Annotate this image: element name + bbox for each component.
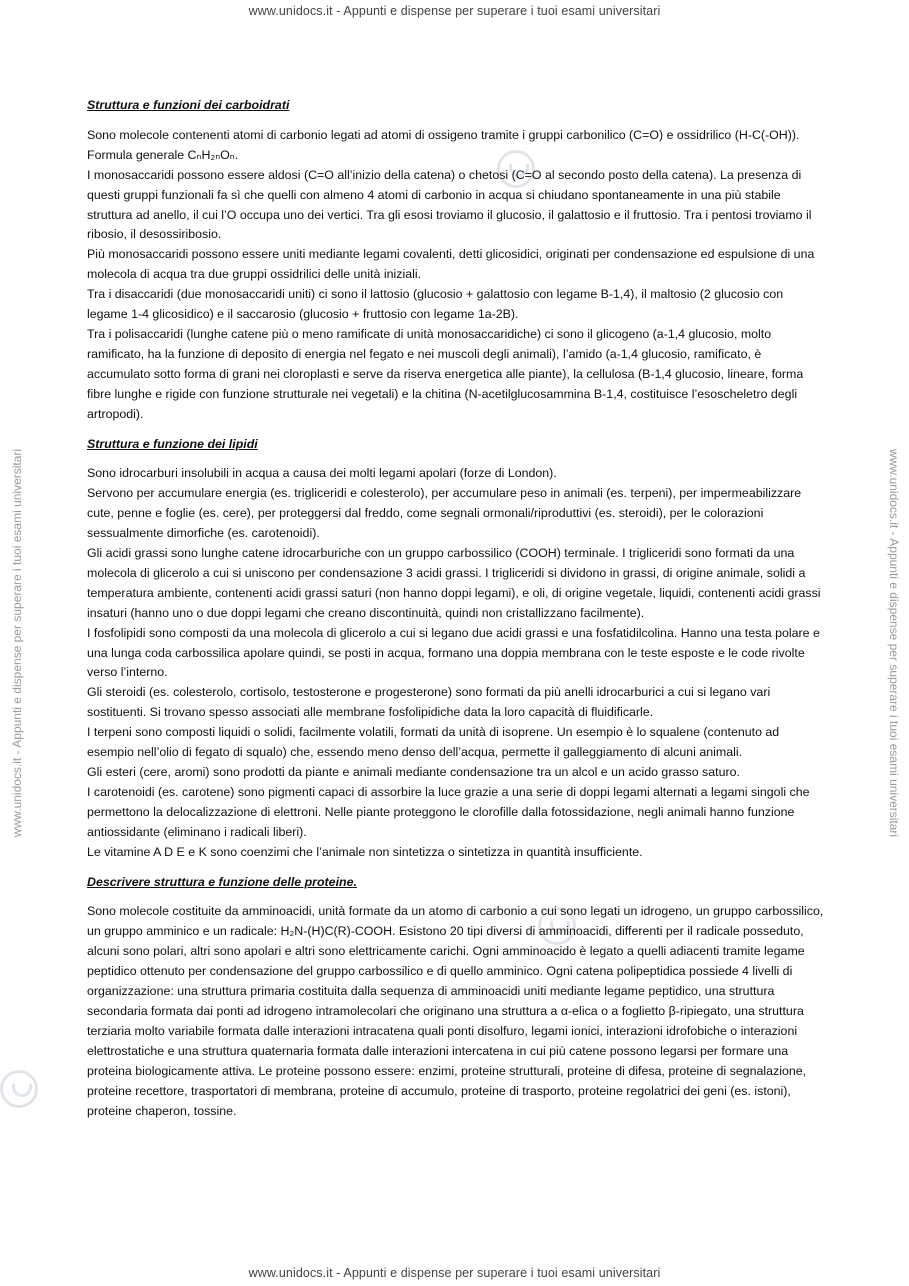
paragraph: Più monosaccaridi possono essere uniti mediante legami covalenti, detti glicosidici, originati per condensazione ed espulsione di una molecola di acqua tra due gruppi ossidrilici delle unità iniziali. (87, 247, 815, 282)
paragraph: Le vitamine A D E e K sono coenzimi che l’animale non sintetizza o sintetizza in quantità insufficiente. (87, 844, 643, 859)
footer-banner: www.unidocs.it - Appunti e dispense per superare i tuoi esami universitari (248, 1266, 661, 1280)
document-body (87, 96, 827, 1121)
section-heading-proteins: Descrivere struttura e funzione delle proteine. (87, 874, 357, 889)
paragraph: Tra i polisaccaridi (lunghe catene più o meno ramificate di unità monosaccaridiche) ci sono il glicogeno (a-1,4 glucosio, molto ramificato, ha la funzione di deposito di energia nel fegato e nei muscoli degli animali), l’amido (a-1,4 glucosio, ramificato, è accumulato sotto forma di grani nei cloroplasti e serve da riserva energetica alle piante), la cellulosa (B-1,4 glucosio, lineare, forma fibre lunghe e rigide con funzione strutturale nei vegetali) e la chitina (N-acetilglucosammina B-1,4, costituisce l’esoscheletro degli artropodi). (87, 326, 804, 421)
paragraph: Gli esteri (cere, aromi) sono prodotti da piante e animali mediante condensazione tra un alcol e un acido grasso saturo. (87, 765, 740, 779)
paragraph: I terpeni sono composti liquidi o solidi, facilmente volatili, formati da unità di isoprene. Un esempio è lo squalene (contenuto ad esempio nell’olio di fegato di squalo) che, essendo meno denso dell’acqua, permette il galleggiamento di alcuni animali. (87, 725, 780, 760)
section-heading-carbohydrates: Struttura e funzioni dei carboidrati (87, 98, 290, 112)
paragraph: Servono per accumulare energia (es. trigliceridi e colesterolo), per accumulare peso in animali (es. terpeni), per impermeabilizzare cute, penne e foglie (es. cere), per proteggersi dal freddo, come segnali ormonali/riproduttivi (es. steroidi), per le colorazioni sessualmente dimorfiche (es. carotenoidi). (87, 486, 802, 541)
paragraph: I carotenoidi (es. carotene) sono pigmenti capaci di assorbire la luce grazie a una serie di doppi legami alternati a legami singoli che permettono la delocalizzazione di elettroni. Nelle piante proteggono le clorofille dalla fotossidazione, negli animali hanno funzione antiossidante (eliminano i radicali liberi). (87, 784, 810, 839)
paragraph: Sono molecole costituite da amminoacidi, unità formate da un atomo di carbonio a cui sono legati un idrogeno, un gruppo carbossilico, un gruppo amminico e un radicale: H₂N-(H)C(R)-COOH. Esistono 20 tipi diversi di amminoacidi, differenti per il radicale posseduto, alcuni sono polari, altri sono apolari e altri sono elettricamente carichi. Ogni amminoacido è legato a quelli adiacenti tramite legame peptidico ottenuto per condensazione del gruppo carbossilico e di quello amminico. Ogni catena polipeptidica possiede 4 livelli di organizzazione: una struttura primaria costituita dalla sequenza di amminoacidi uniti mediante legame peptidico, una struttura secondaria formata dai ponti ad idrogeno intramolecolari che originano una struttura a α-elica o a foglietto β-ripiegato, una struttura terziaria molto variabile formata dalle interazioni intracatena quali ponti disolfuro, legami ionici, interazioni idrofobiche o interazioni elettrostatiche e una struttura quaternaria formata dalle interazioni intercatena in cui più catene possono legarsi per formare una proteina biologicamente attiva. Le proteine possono essere: enzimi, proteine strutturali, proteine di difesa, proteine di segnalazione, proteine recettore, trasportatori di membrana, proteine di accumulo, proteine di trasporto, proteine regolatrici dei geni (es. istoni), proteine chaperon, tossine. (87, 904, 824, 1118)
left-side-watermark: www.unidocs.it - Appunti e dispense per superare i tuoi esami universitari (10, 448, 24, 838)
header-banner: www.unidocs.it - Appunti e dispense per superare i tuoi esami universitari (248, 4, 661, 18)
paragraph: Sono idrocarburi insolubili in acqua a causa dei molti legami apolari (forze di London). (87, 466, 557, 481)
watermark-logo-icon (0, 1070, 38, 1108)
right-side-watermark: www.unidocs.it - Appunti e dispense per superare i tuoi esami universitari (887, 448, 901, 838)
paragraph: Gli acidi grassi sono lunghe catene idrocarburiche con un gruppo carbossilico (COOH) terminale. I trigliceridi sono formati da una molecola di glicerolo a cui si uniscono per condensazione 3 acidi grassi. I trigliceridi si dividono in grassi, di origine animale, solidi a temperatura ambiente, contenenti acidi grassi saturi (non hanno doppi legami), e oli, di origine vegetale, liquidi, contenenti acidi grassi insaturi (hanno uno o due doppi legami che creano discontinuità, quindi non cristallizzano facilmente). (87, 546, 821, 620)
section-heading-lipids: Struttura e funzione dei lipidi (87, 436, 258, 451)
paragraph: I monosaccaridi possono essere aldosi (C=O all’inizio della catena) o chetosi (C=O al secondo posto della catena). La presenza di questi gruppi funzionali fa sì che quelli con almeno 4 atomi di carbonio in acqua si chiudano spontaneamente in una più stabile struttura ad anello, il cui l’O occupa uno dei vertici. Tra gli esosi troviamo il glucosio, il galattosio e il fruttosio. Tra i pentosi troviamo il ribosio, il desossiribosio. (87, 167, 812, 242)
paragraph: Gli steroidi (es. colesterolo, cortisolo, testosterone e progesterone) sono formati da più anelli idrocarburici a cui si legano vari sostituenti. Si trovano spesso associati alle membrane fosfolipidiche data la loro capacità di fluidificarle. (87, 685, 771, 720)
paragraph: Sono molecole contenenti atomi di carbonio legati ad atomi di ossigeno tramite i gruppi carbonilico (C=O) e ossidrilico (H-C(-OH)). Formula generale CₙH₂ₙOₙ. (87, 127, 800, 162)
paragraph: I fosfolipidi sono composti da una molecola di glicerolo a cui si legano due acidi grassi e una fosfatidilcolina. Hanno una testa polare e una lunga coda carbossilica apolare quindi, se posti in acqua, formano una doppia membrana con le teste esposte e le code rivolte verso l’interno. (87, 625, 820, 680)
paragraph: Tra i disaccaridi (due monosaccaridi uniti) ci sono il lattosio (glucosio + galattosio con legame B-1,4), il maltosio (2 glucosio con legame 1-4 glicosidico) e il saccarosio (glucosio + fruttosio con legame 1a-2B). (87, 287, 784, 322)
